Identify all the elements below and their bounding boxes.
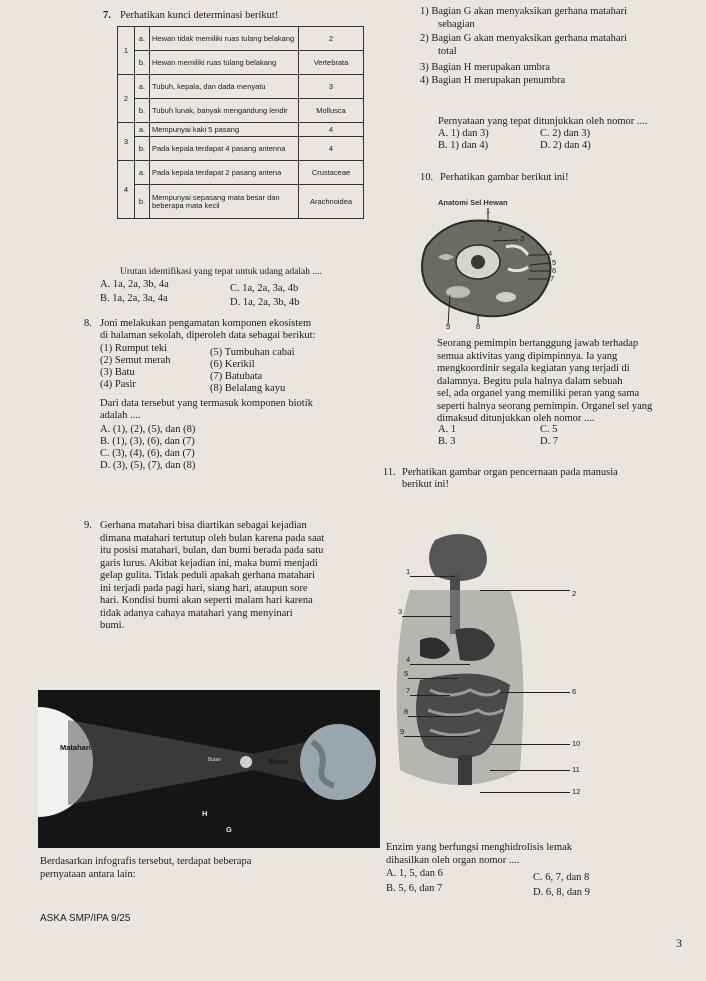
key-text: Mempunyai kaki 5 pasang (150, 123, 299, 137)
organ-label: 11 (572, 765, 580, 774)
cell-label: 9 (446, 322, 451, 331)
key-text: Pada kepala terdapat 2 pasang antena (150, 161, 299, 185)
q11-option-b[interactable]: B. 5, 6, dan 7 (386, 883, 443, 894)
key-result: Arachnoidea (299, 185, 364, 219)
q11-option-d[interactable]: D. 6, 8, dan 9 (533, 887, 590, 898)
q10-text (437, 338, 699, 426)
table-row (118, 27, 364, 51)
q8-intro-line-1: Joni melakukan pengamatan komponen ekosistem (100, 318, 312, 329)
q7-option-b[interactable]: B. 1a, 2a, 3a, 4a (100, 293, 168, 304)
key-result: 2 (299, 27, 364, 51)
q10-option-c[interactable]: C. 5 (540, 424, 558, 435)
text-line: seperti halnya seorang pemimpin. Organel sel yang (437, 400, 653, 412)
text-line: itu posisi matahari, bulan, dan bumi berada pada satu (100, 545, 324, 556)
cell-label: 1 (486, 206, 491, 215)
cell-label: 5 (552, 258, 557, 267)
q8-item: (5) Tumbuhan cabai (210, 347, 295, 358)
key-result: 3 (299, 75, 364, 99)
organ-label: 6 (572, 687, 577, 696)
organ-label: 7 (406, 686, 411, 695)
organ-label: 4 (406, 655, 411, 664)
key-text: Mempunyai sepasang mata besar dan beberapa mata kecil (150, 185, 299, 219)
key-step: 4 (118, 161, 135, 219)
statement: 3) Bagian H merupakan umbra (420, 62, 551, 73)
statement: total (438, 45, 457, 57)
key-text: Tubuh lunak, banyak mengandung lendir (150, 99, 299, 123)
text-line: bumi. (100, 620, 125, 631)
q10-option-a[interactable]: A. 1 (438, 424, 457, 435)
cell-label: 8 (476, 322, 481, 331)
q7-option-c[interactable]: C. 1a, 2a, 3a, 4b (230, 283, 299, 294)
q8-number: 8. (84, 318, 92, 329)
q9-after-line-2: pernyataan antara lain: (40, 869, 136, 880)
organ-label: 2 (572, 589, 577, 598)
q8-item: (3) Batu (100, 367, 135, 378)
eclipse-drawing (38, 690, 380, 848)
key-text: Pada kepala terdapat 4 pasang antenna (150, 137, 299, 161)
key-letter: b. (135, 99, 150, 123)
text-line: dalamnya. Begitu pula halnya dalam sebuah (437, 375, 623, 387)
q11-question-line-2: dihasilkan oleh organ nomor .... (386, 855, 520, 866)
q8-item: (6) Kerikil (210, 359, 255, 370)
text-line: Seorang pemimpin bertanggung jawab terhadap (437, 338, 639, 349)
q9-option-c[interactable]: C. 2) dan 3) (540, 128, 591, 139)
table-row (118, 137, 364, 161)
q9-text (100, 520, 362, 633)
q8-item: (8) Belalang kayu (210, 383, 286, 394)
figure-title: Anatomi Sel Hewan (438, 198, 508, 207)
key-letter: a. (135, 27, 150, 51)
page-number: 3 (676, 936, 682, 950)
statement: 2) Bagian G akan menyaksikan gerhana matahari (420, 33, 628, 44)
q8-option-a[interactable]: A. (1), (2), (5), dan (8) (100, 424, 196, 435)
q10-option-d[interactable]: D. 7 (540, 436, 559, 447)
text-line: hari. Kondisi bumi akan seperti malam hari karena (100, 595, 313, 606)
key-letter: a. (135, 161, 150, 185)
organ-label: 10 (572, 739, 581, 748)
q9-after-line-1: Berdasarkan infografis tersebut, terdapat beberapa (40, 856, 252, 867)
digestive-system-figure (380, 530, 590, 830)
q8-item: (7) Batubata (210, 371, 263, 382)
q11-option-a[interactable]: A. 1, 5, dan 6 (386, 868, 443, 879)
q10-option-b[interactable]: B. 3 (438, 436, 456, 447)
statement: 4) Bagian H merupakan penumbra (420, 74, 566, 86)
animal-cell-figure (418, 195, 558, 335)
text-line: dimaksud ditunjukkan oleh nomor .... (437, 413, 595, 424)
q8-option-d[interactable]: D. (3), (5), (7), dan (8) (100, 460, 196, 471)
q9-option-d[interactable]: D. 2) dan 4) (540, 140, 591, 151)
key-step: 1 (118, 27, 135, 75)
table-row (118, 161, 364, 185)
q7-option-d[interactable]: D. 1a, 2a, 3b, 4b (230, 297, 300, 308)
q8-question-line-2: adalah .... (100, 410, 141, 421)
key-text: Tubuh, kepala, dan dada menyatu (150, 75, 299, 99)
key-result: 4 (299, 137, 364, 161)
text-line: gelap gulita. Tidak peduli apakah gerhana matahari (100, 570, 315, 581)
region-g-label: G (226, 825, 232, 834)
q10-number: 10. (420, 172, 434, 183)
key-letter: b. (135, 137, 150, 161)
q7-number: 7. (103, 10, 111, 21)
text-line: dimana matahari tertutup oleh bulan karena pada saat (100, 532, 325, 544)
cell-label: 4 (548, 249, 553, 258)
text-line: mengkoordinir segala kegiatan yang terjadi di (437, 363, 630, 374)
q8-item: (4) Pasir (100, 379, 136, 390)
table-row (118, 51, 364, 75)
key-letter: b. (135, 51, 150, 75)
text-line: Gerhana matahari bisa diartikan sebagai kejadian (100, 520, 307, 531)
key-text: Hewan tidak memiliki ruas tulang belakang (150, 27, 299, 51)
key-result: Mollusca (299, 99, 364, 123)
q9-option-b[interactable]: B. 1) dan 4) (438, 140, 489, 151)
key-result: Vertebrata (299, 51, 364, 75)
q8-item: (2) Semut merah (100, 355, 171, 366)
q7-question: Urutan identifikasi yang tepat untuk udang adalah .... (120, 267, 322, 277)
q8-option-b[interactable]: B. (1), (3), (6), dan (7) (100, 436, 195, 447)
key-text: Hewan memiliki ruas tulang belakang (150, 51, 299, 75)
key-letter: a. (135, 75, 150, 99)
q10-title: Perhatikan gambar berikut ini! (440, 172, 569, 183)
region-h-label: H (202, 809, 208, 818)
organ-label: 1 (406, 567, 411, 576)
animal-cell-drawing (418, 207, 558, 332)
footer-code: ASKA SMP/IPA 9/25 (40, 913, 131, 924)
q7-title: Perhatikan kunci determinasi berikut! (120, 10, 279, 21)
statement: 1) Bagian G akan menyaksikan gerhana matahari (420, 6, 628, 17)
key-result: 4 (299, 123, 364, 137)
table-row (118, 185, 364, 219)
table-row (118, 123, 364, 137)
q8-option-c[interactable]: C. (3), (4), (6), dan (7) (100, 448, 195, 459)
cell-label: 7 (550, 274, 555, 283)
text-line: sel, ada organel yang memiliki peran yang sama (437, 388, 640, 399)
text-line: tidak adanya cahaya matahari yang menyinari (100, 607, 293, 619)
organ-label: 12 (572, 787, 581, 796)
q9-statements (420, 6, 700, 87)
statement: sebagian (438, 18, 475, 30)
q9-question: Pernyataan yang tepat ditunjukkan oleh nomor .... (438, 116, 648, 127)
q11-number: 11. (383, 467, 396, 478)
text-line: ini terjadi pada pagi hari, siang hari, ataupun sore (100, 582, 308, 594)
key-letter: b. (135, 185, 150, 219)
earth-label: Bumi (269, 757, 288, 766)
q11-title-line-2: berikut ini! (402, 479, 449, 490)
moon-label: Bulan (208, 757, 221, 763)
organ-label: 8 (404, 707, 409, 716)
cell-label: 2 (498, 224, 503, 233)
q8-item: (1) Rumput teki (100, 343, 168, 354)
q8-intro-line-2: di halaman sekolah, diperoleh data sebagai berikut: (100, 330, 316, 341)
key-step: 2 (118, 75, 135, 123)
text-line: semua aktivitas yang dipimpinnya. Ia yang (437, 350, 618, 362)
table-row (118, 75, 364, 99)
organ-label: 5 (404, 669, 409, 678)
q9-number: 9. (84, 520, 92, 531)
digestive-drawing (380, 530, 590, 830)
table-row (118, 99, 364, 123)
q8-question-line-1: Dari data tersebut yang termasuk komponen biotik (100, 398, 313, 409)
key-result: Crustaceae (299, 161, 364, 185)
solar-eclipse-figure (38, 690, 380, 848)
key-letter: a. (135, 123, 150, 137)
q9-option-a[interactable]: A. 1) dan 3) (438, 128, 489, 139)
q11-title: Perhatikan gambar organ pencernaan pada manusia (402, 467, 618, 478)
q7-option-a[interactable]: A. 1a, 2a, 3b, 4a (100, 279, 169, 290)
key-step: 3 (118, 123, 135, 161)
cell-label: 6 (552, 266, 557, 275)
determination-key-table (117, 26, 364, 219)
cell-label: 3 (520, 234, 525, 243)
q11-question-line-1: Enzim yang berfungsi menghidrolisis lemak (386, 842, 573, 853)
sun-label: Matahari (60, 743, 91, 752)
organ-label: 9 (400, 727, 405, 736)
q11-option-c[interactable]: C. 6, 7, dan 8 (533, 872, 590, 883)
text-line: garis lurus. Akibat kejadian ini, maka bumi menjadi (100, 557, 318, 569)
organ-label: 3 (398, 607, 403, 616)
